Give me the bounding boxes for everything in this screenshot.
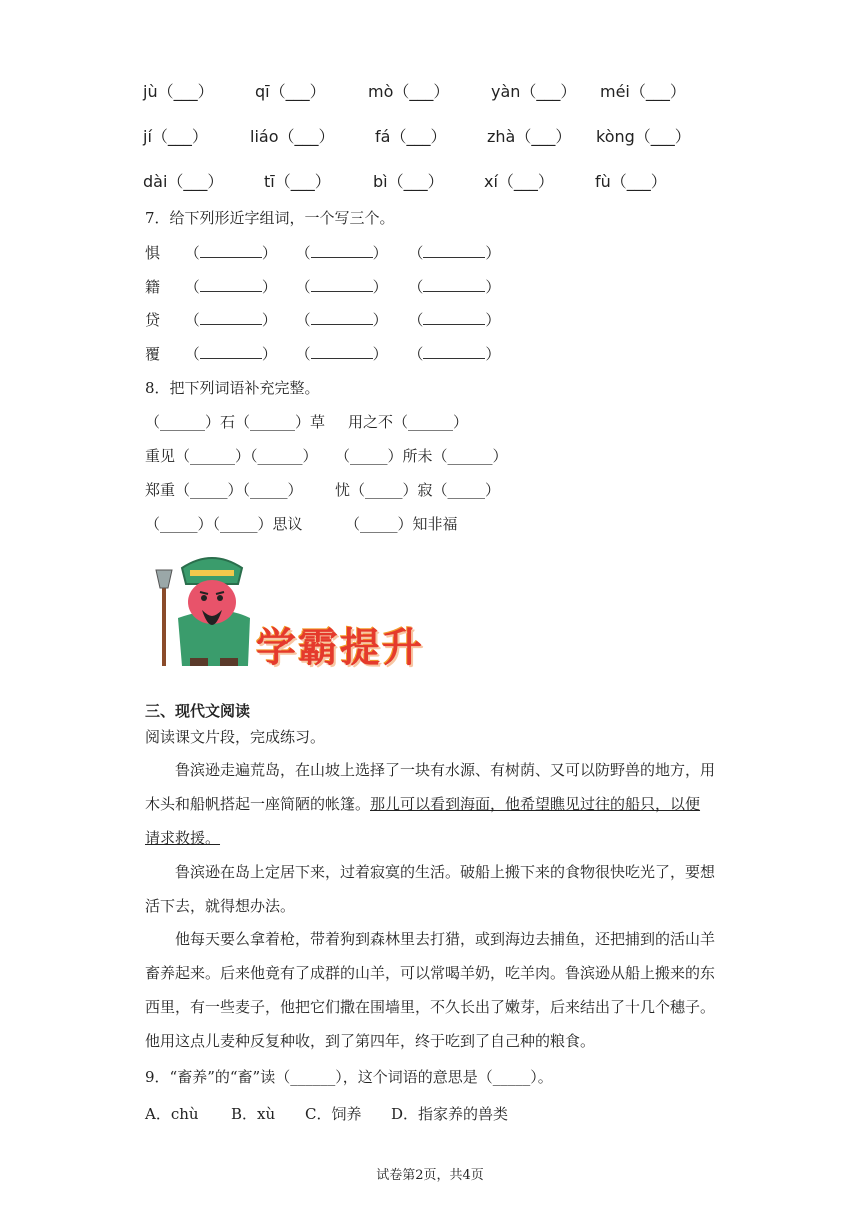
pinyin-item: liáo（___）	[250, 127, 335, 146]
passage-paragraph-3: 他每天要么拿着枪，带着狗到森林里去打猎，或到海边去捕鱼，还把捕到的活山羊畜养起来。后来他竟有了成群的山羊，可以常喝羊奶，吃羊肉。鲁滨逊从船上搬来的东西里，有一些麦子，他把它们撒在围墙里，不久长出了嫩芽，后来结出了十几个穗子。他用这点儿麦种反复种收，到了第四年，终于吃到了自己种的粮食。	[145, 930, 716, 1050]
question-8-title: 8．把下列词语补充完整。	[145, 379, 320, 397]
q8-item: 用之不（______）	[348, 413, 469, 431]
pinyin-item: yàn（___）	[491, 82, 577, 101]
q8-item: 重见（______）（______）	[145, 447, 318, 465]
section-3-title: 三、现代文阅读	[145, 702, 251, 720]
pinyin-item: méi（___）	[600, 82, 686, 101]
pinyin-item: qī（___）	[255, 82, 326, 101]
q7-char: 籍	[145, 278, 161, 296]
reading-instruction: 阅读课文片段，完成练习。	[145, 728, 326, 746]
q7-char: 贷	[145, 311, 161, 329]
q8-item: 忧（_____）寂（_____）	[335, 481, 501, 499]
q7-char: 惧	[145, 244, 161, 262]
pinyin-item: mò（___）	[368, 82, 450, 101]
option-b: B．xù	[231, 1105, 276, 1123]
option-d: D．指家养的兽类	[391, 1105, 509, 1123]
banner-text: 学霸提升	[256, 625, 424, 671]
option-a: A．chù	[145, 1105, 199, 1123]
q7-char: 覆	[145, 345, 161, 363]
pinyin-item: tī（___）	[264, 172, 331, 191]
pinyin-item: fù（___）	[595, 172, 667, 191]
pinyin-item: kòng（___）	[596, 127, 691, 146]
q8-item: （_____）所未（______）	[335, 447, 508, 465]
q7-row: 籍 （ ） （ ） （ ）	[145, 278, 501, 296]
passage-paragraph-1	[145, 753, 715, 855]
q7-row: 贷 （ ） （ ） （ ）	[145, 311, 501, 329]
question-9-title: 9．“畜养”的“畜”读（______），这个词语的意思是（_____）。	[145, 1068, 553, 1086]
study-boost-banner	[150, 548, 455, 673]
pinyin-item: fá（___）	[375, 127, 447, 146]
pinyin-item: jí（___）	[143, 127, 208, 146]
q8-item: （_____）（_____）思议	[145, 515, 303, 533]
underlined-sentence: 那儿可以看到海面，他希望瞧见过往的船只，以便请求救援。	[145, 795, 701, 847]
q8-item: （_____）知非福	[345, 515, 458, 533]
passage-text: 鲁滨逊走遍荒岛，在山坡上选择了一块有水源、有树荫、又可以防野兽的地方，用木头和船帆搭起一座简陋的帐篷。	[145, 761, 716, 813]
pinyin-item: dài（___）	[143, 172, 224, 191]
q7-row: 覆 （ ） （ ） （ ）	[145, 345, 501, 363]
pinyin-item: bì（___）	[373, 172, 444, 191]
q7-row: 惧 （ ） （ ） （ ）	[145, 244, 501, 262]
pinyin-item: xí（___）	[484, 172, 554, 191]
pinyin-item: zhà（___）	[487, 127, 572, 146]
option-c: C．饲养	[305, 1105, 362, 1123]
passage-paragraph-2: 鲁滨逊在岛上定居下来，过着寂寞的生活。破船上搬下来的食物很快吃光了，要想活下去，就得想办法。	[145, 863, 716, 915]
q8-item: （______）石（______）草	[145, 413, 326, 431]
q8-item: 郑重（_____）（_____）	[145, 481, 303, 499]
question-7-title: 7．给下列形近字组词，一个写三个。	[145, 209, 395, 227]
page-footer: 试卷第2页，共4页	[376, 1168, 484, 1183]
pinyin-item: jù（___）	[143, 82, 214, 101]
